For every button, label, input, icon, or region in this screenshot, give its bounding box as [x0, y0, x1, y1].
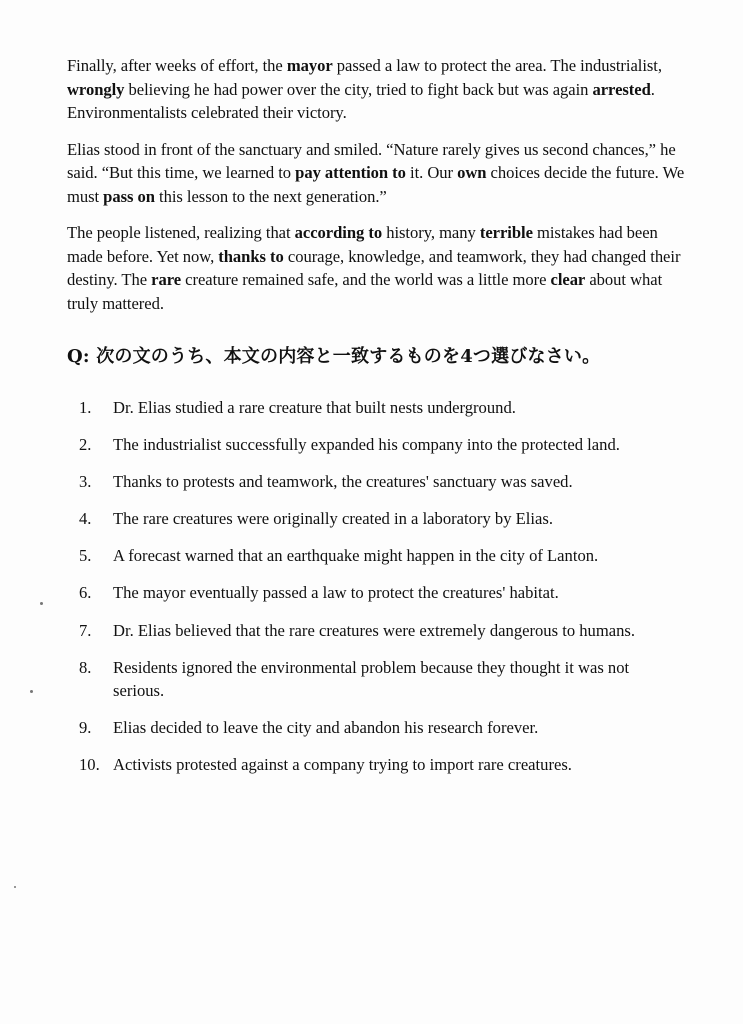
- passage: [67, 54, 687, 328]
- bold-keyword: arrested: [592, 79, 651, 99]
- option-item: [79, 433, 674, 457]
- option-number: 2.: [79, 435, 92, 455]
- option-text: The rare creatures were originally created in a laboratory by Elias.: [113, 509, 553, 529]
- option-number: 9.: [79, 718, 92, 738]
- option-number: 6.: [79, 583, 92, 603]
- text-run: Elias stood in front of the sanctuary and smiled. “Nature rarely gives us second chances,” he said. “But this time, we learned to: [67, 139, 676, 182]
- scan-speck: [30, 690, 33, 693]
- option-text: Elias decided to leave the city and abandon his research forever.: [113, 718, 539, 738]
- option-text: Dr. Elias studied a rare creature that built nests underground.: [113, 398, 516, 417]
- option-item: [79, 470, 674, 494]
- option-number: 4.: [79, 509, 92, 529]
- passage-paragraph-1: [67, 54, 687, 125]
- bold-keyword: wrongly: [67, 79, 125, 99]
- scan-speck: [40, 602, 43, 605]
- option-text: Residents ignored the environmental problem because they thought it was not serious.: [113, 657, 630, 701]
- bold-keyword: own: [457, 163, 487, 182]
- option-text: Activists protested against a company trying to import rare creatures.: [113, 755, 572, 775]
- option-text: A forecast warned that an earthquake might happen in the city of Lanton.: [113, 546, 599, 566]
- option-text: Thanks to protests and teamwork, the creatures' sanctuary was saved.: [113, 472, 573, 492]
- option-item: [79, 716, 674, 740]
- passage-paragraph-2: [67, 138, 687, 209]
- option-number: 3.: [79, 472, 92, 492]
- text-run: choices decide the future. We must: [67, 163, 685, 206]
- bold-keyword: terrible: [479, 223, 533, 242]
- question-heading: Q: 次の文のうち、本文の内容と一致するものを4つ選びなさい。: [67, 346, 601, 367]
- option-item: [79, 396, 674, 420]
- bold-keyword: clear: [550, 270, 586, 289]
- text-run: this lesson to the next generation.”: [154, 186, 387, 206]
- option-number: 10.: [79, 755, 100, 775]
- text-run: mistakes had been made before. Yet now,: [67, 223, 658, 266]
- bold-keyword: pay attention to: [295, 163, 406, 182]
- option-text: The industrialist successfully expanded his company into the protected land.: [113, 435, 620, 455]
- option-item: [79, 581, 674, 605]
- text-run: . Environmentalists celebrated their victory.: [67, 79, 655, 122]
- text-run: history, many: [382, 223, 480, 242]
- text-run: passed a law to protect the area. The industrialist,: [332, 56, 662, 75]
- text-run: courage, knowledge, and teamwork, they had changed their destiny. The: [67, 246, 681, 289]
- passage-paragraph-3: [67, 221, 687, 315]
- text-run: about what truly mattered.: [67, 270, 663, 313]
- bold-keyword: thanks to: [218, 246, 284, 266]
- option-number: 7.: [79, 620, 92, 640]
- answer-options: [79, 396, 674, 790]
- text-run: creature remained safe, and the world was a little more: [181, 270, 551, 289]
- option-item: [79, 619, 674, 643]
- option-number: 1.: [79, 398, 92, 417]
- bold-keyword: according to: [294, 223, 383, 242]
- option-item: [79, 753, 674, 777]
- option-text: Dr. Elias believed that the rare creatures were extremely dangerous to humans.: [113, 620, 636, 640]
- text-run: believing he had power over the city, tried to fight back but was again: [124, 79, 593, 99]
- option-text: The mayor eventually passed a law to protect the creatures' habitat.: [113, 583, 559, 603]
- bold-keyword: mayor: [286, 56, 333, 75]
- option-number: 5.: [79, 546, 92, 566]
- option-item: [79, 656, 674, 703]
- bold-keyword: rare: [151, 270, 182, 289]
- option-item: [79, 507, 674, 531]
- text-run: The people listened, realizing that: [67, 223, 295, 242]
- text-run: it. Our: [405, 163, 458, 182]
- text-run: Finally, after weeks of effort, the: [67, 56, 287, 75]
- option-number: 8.: [79, 657, 92, 677]
- option-item: [79, 544, 674, 568]
- scan-speck: [14, 886, 16, 888]
- bold-keyword: pass on: [103, 186, 155, 206]
